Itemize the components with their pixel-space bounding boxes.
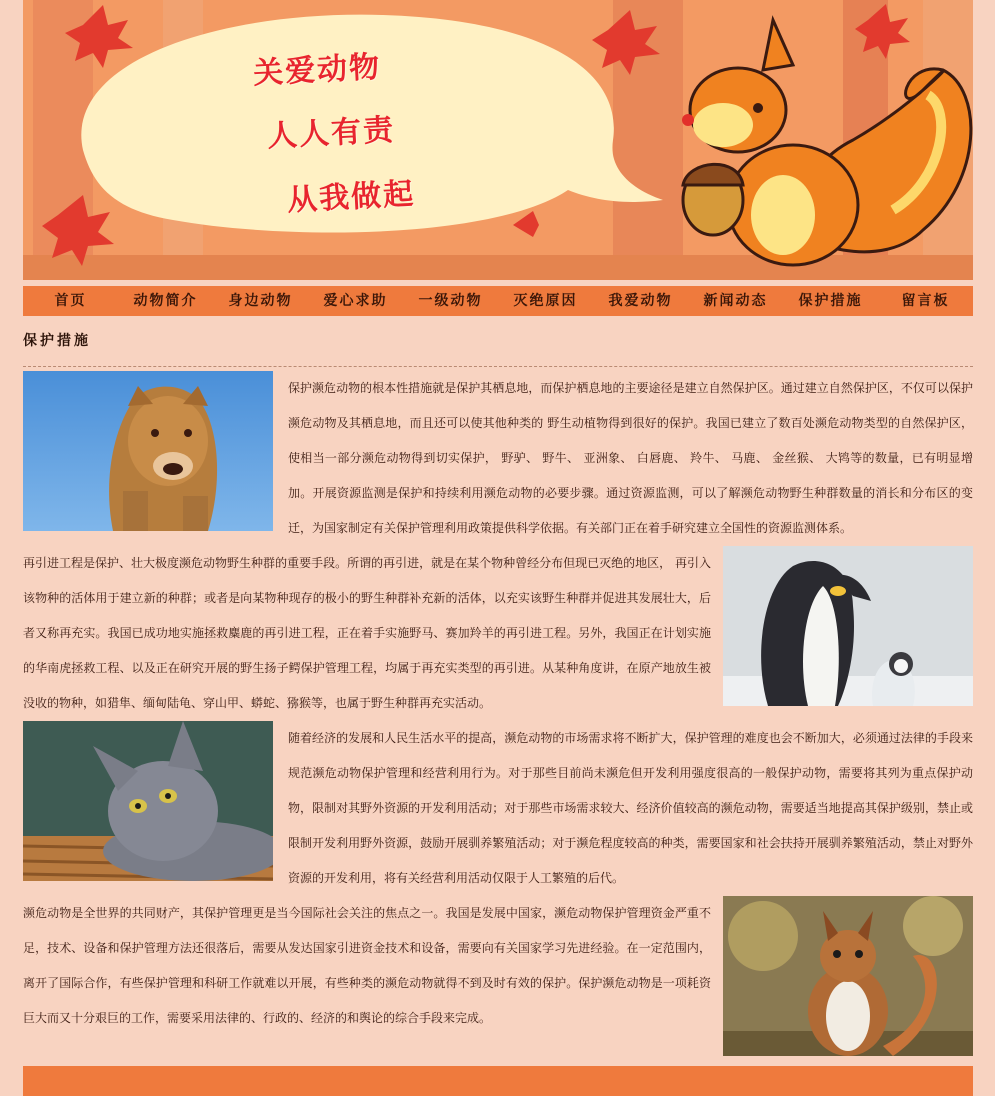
banner-slogan-3: 从我做起 <box>286 176 417 219</box>
article-text: 濒危动物是全世界的共同财产，其保护管理更是当今国际社会关注的焦点之一。我国是发展中国家，濒危动物保护管理资金严重不足，技术、设备和保护管理方法还很落后，需要从发达国家引进资金技术和设备，需要向有关国家学习先进经验。在一定范围内，离开了国际合作，有些保护管理和科研工作就难以开展，有些种类的濒危动物就得不到及时有效的保护。保护濒危动物是一项耗资巨大而又十分艰巨的工作，需要采用法律的、行政的、经济的和舆论的综合手段来完成。 <box>23 906 711 1025</box>
header-banner <box>23 0 973 280</box>
article-text: 保护濒危动物的根本性措施就是保护其栖息地，而保护栖息地的主要途径是建立自然保护区。通过建立自然保护区，不仅可以保护濒危动物及其栖息地，而且还可以使其他种类的 野生动植物得到很好的保护。我国已建立了数百处濒危动物类型的自然保护区，使相当一部分濒危动物得到切实保护， 野驴、 野牛、 亚洲象、 白唇鹿、 羚牛、 马鹿、 金丝猴、 大鸨等的数量，已有明显增加。开展资源监测是保护和持续利用濒危动物的必要步骤。通过资源监测，可以了解濒危动物野生种群数量的消长和分布区的变迁，为国家制定有关保护管理利用政策提供科学依据。有关部门正在着手研究建立全国性的资源监测体系。 <box>288 381 973 535</box>
nav-item-guestbook[interactable]: 留言板 <box>901 293 950 309</box>
article-text: 再引进工程是保护、壮大极度濒危动物野生种群的重要手段。所谓的再引进，就是在某个物种曾经分布但现已灭绝的地区， 再引入该物种的活体用于建立新的种群；或者是向某物种现存的极小的野生种群补充新的活体，以充实该野生种群并促进其发展壮大，后者又称再充实。我国已成功地实施拯救麋鹿的再引进工程，正在着手实施野马、赛加羚羊的再引进工程。另外，我国正在计划实施的华南虎拯救工程、以及正在研究开展的野生扬子鳄保护管理工程，均属于再充实类型的再引进。从某种角度讲，在原产地放生被没收的物种，如猎隼、缅甸陆龟、穿山甲、蟒蛇、猕猴等，也属于野生种群再充实活动。 <box>23 556 711 710</box>
banner-slogan-2: 人人有责 <box>266 112 397 155</box>
squirrel-photo <box>723 896 973 1056</box>
cat-photo <box>23 721 273 881</box>
page-title: 保护措施 <box>23 333 91 349</box>
nav-item-love-animals[interactable]: 我爱动物 <box>608 293 673 309</box>
nav-item-first-class[interactable]: 一级动物 <box>418 293 483 309</box>
nav-item-extinction-causes[interactable]: 灭绝原因 <box>513 293 578 309</box>
footer-bar <box>23 1066 973 1096</box>
lion-photo <box>23 371 273 531</box>
title-divider <box>23 366 973 367</box>
penguin-photo <box>723 546 973 706</box>
nav-item-help[interactable]: 爱心求助 <box>323 293 388 309</box>
nav-item-animal-intro[interactable]: 动物简介 <box>133 293 198 309</box>
nav-item-nearby-animals[interactable]: 身边动物 <box>228 293 293 309</box>
nav-item-home[interactable]: 首页 <box>54 293 87 309</box>
nav-item-protection[interactable]: 保护措施 <box>798 293 863 309</box>
banner-slogan-1: 关爱动物 <box>252 49 383 92</box>
article-text: 随着经济的发展和人民生活水平的提高，濒危动物的市场需求将不断扩大，保护管理的难度也会不断加大，必须通过法律的手段来规范濒危动物保护管理和经营利用行为。对于那些目前尚未濒危但开发利用强度很高的一般保护动物，需要将其列为重点保护动物，限制对其野外资源的开发利用活动；对于那些市场需求较大、经济价值较高的濒危动物，需要适当地提高其保护级别，禁止或限制开发利用野外资源，鼓励开展驯养繁殖活动；对于濒危程度较高的种类，需要国家和社会扶持开展驯养繁殖活动，禁止对野外资源的开发利用，将有关经营利用活动仅限于人工繁殖的后代。 <box>288 731 973 885</box>
nav-item-news[interactable]: 新闻动态 <box>703 293 768 309</box>
autumn-squirrel-illustration <box>23 0 973 280</box>
main-nav <box>23 286 973 316</box>
